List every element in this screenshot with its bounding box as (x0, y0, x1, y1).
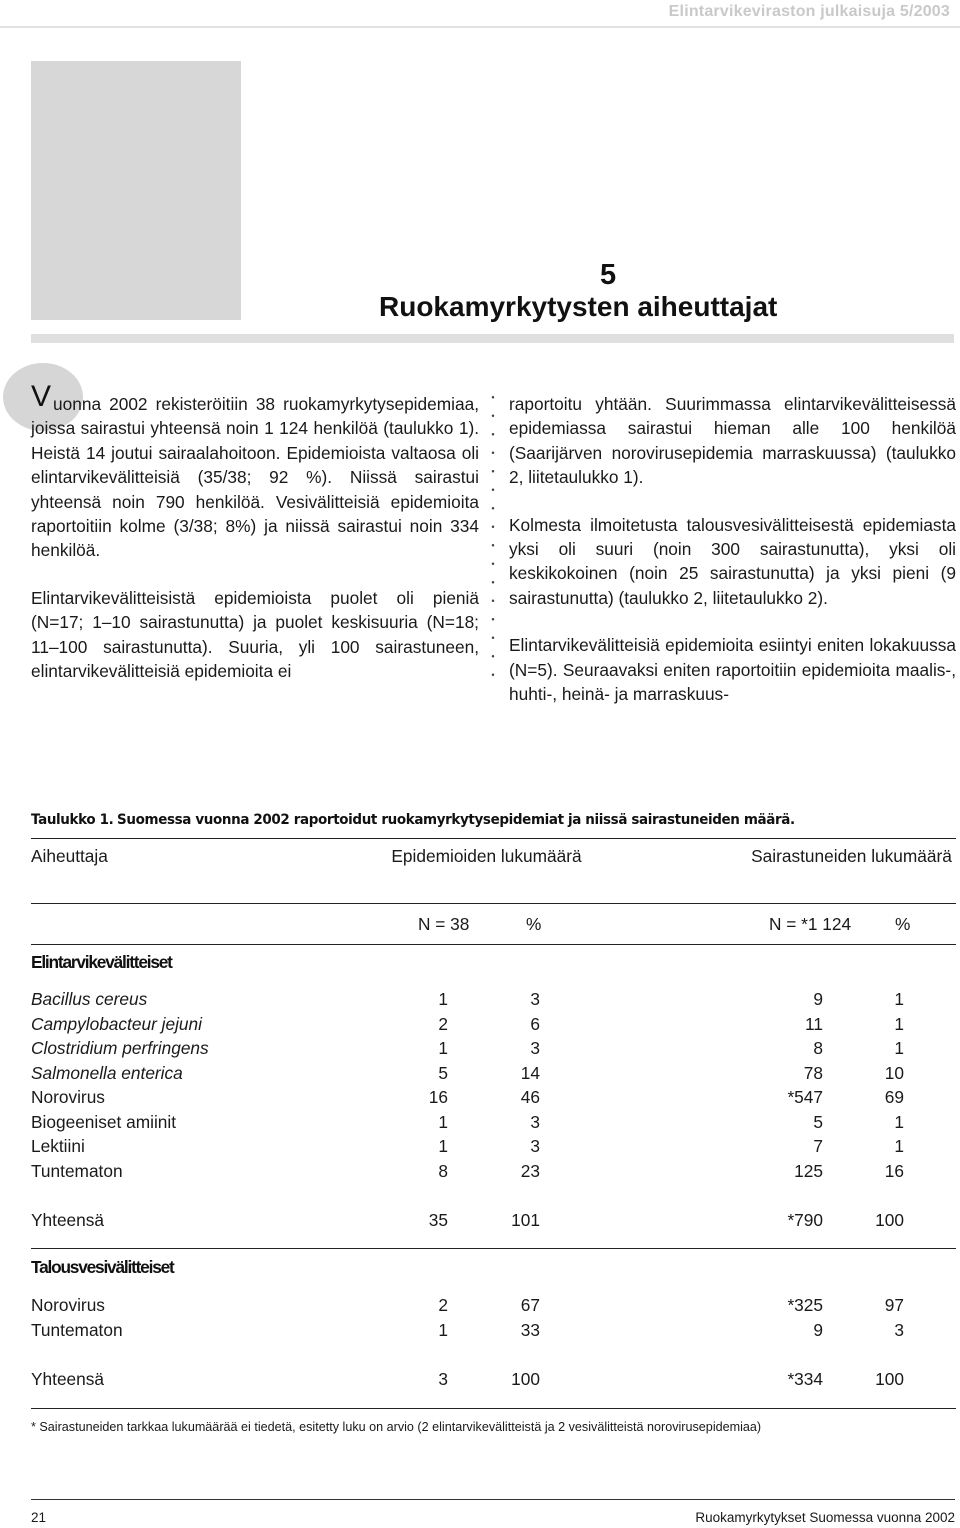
table-subheader-rule (31, 944, 956, 945)
row-epidemic-percent: 3 (530, 1111, 540, 1132)
table-row-total-water (0, 1367, 960, 1391)
table-header-rule (31, 903, 956, 904)
row-epidemic-percent: 14 (520, 1062, 540, 1083)
section-heading-food: Elintarvikevälitteiset (31, 952, 172, 972)
row-sick-count: 11 (805, 1013, 823, 1034)
row-label: Norovirus (31, 1295, 105, 1315)
row-epidemic-count: 1 (438, 989, 448, 1009)
table-caption (31, 812, 795, 828)
row-epidemic-percent: 3 (530, 989, 540, 1009)
row-epidemic-percent: 23 (520, 1160, 540, 1181)
row-sick-percent: 1 (894, 1038, 904, 1058)
row-epidemic-count: 3 (438, 1369, 448, 1389)
row-label: Yhteensä (31, 1369, 105, 1389)
row-sick-percent: 10 (884, 1062, 904, 1083)
row-epidemic-percent: 67 (520, 1295, 540, 1315)
row-epidemic-percent: 46 (520, 1087, 540, 1107)
footer-rule (31, 1499, 955, 1500)
row-sick-count: *325 (787, 1295, 823, 1315)
table-header-epidemics: Epidemioiden lukumäärä (391, 846, 582, 866)
row-sick-count: 125 (794, 1160, 823, 1181)
row-label: Salmonella enterica (31, 1062, 183, 1083)
table-caption-text: Suomessa vuonna 2002 raportoidut ruokamyrkytysepidemiat ja niissä sairastuneiden määrä. (117, 812, 795, 828)
chapter-title: Ruokamyrkytysten aiheuttajat (379, 291, 778, 322)
row-epidemic-percent: 6 (530, 1013, 540, 1034)
body-column-right (509, 392, 956, 729)
table-row-total-food (0, 1208, 960, 1232)
row-epidemic-count: 1 (438, 1111, 448, 1132)
row-label: Norovirus (31, 1087, 105, 1107)
row-sick-count: 5 (813, 1111, 823, 1132)
row-sick-count: 8 (813, 1038, 823, 1058)
table-row (0, 987, 960, 1011)
row-epidemic-count: 5 (438, 1062, 448, 1083)
table-row (0, 1110, 960, 1134)
row-epidemic-count: 1 (438, 1136, 448, 1156)
row-sick-count: 78 (803, 1062, 823, 1083)
body-column-left (31, 392, 479, 706)
table-caption-prefix: Taulukko 1. (31, 812, 114, 828)
row-epidemic-count: 35 (428, 1210, 448, 1230)
row-label: Campylobacteur jejuni (31, 1013, 202, 1034)
row-label: Clostridium perfringens (31, 1038, 209, 1058)
table-row (0, 1036, 960, 1060)
row-sick-percent: 69 (884, 1087, 904, 1107)
row-sick-percent: 100 (875, 1210, 904, 1230)
row-epidemic-count: 16 (428, 1087, 448, 1107)
column-divider-dots (491, 388, 495, 688)
row-label: Yhteensä (31, 1210, 105, 1230)
row-epidemic-percent: 101 (511, 1210, 540, 1230)
row-sick-percent: 1 (894, 1136, 904, 1156)
table-header-cause: Aiheuttaja (31, 846, 108, 866)
row-label: Bacillus cereus (31, 989, 148, 1009)
row-epidemic-count: 8 (438, 1160, 448, 1181)
row-sick-count: *334 (787, 1369, 823, 1389)
row-sick-count: *547 (787, 1087, 823, 1107)
row-epidemic-count: 1 (438, 1038, 448, 1058)
table-row (0, 1061, 960, 1085)
row-sick-count: 9 (813, 989, 823, 1009)
row-epidemic-percent: 33 (520, 1319, 540, 1340)
row-epidemic-count: 2 (438, 1013, 448, 1034)
row-sick-percent: 97 (884, 1295, 904, 1315)
dropcap-letter: V (31, 380, 52, 413)
row-epidemic-percent: 3 (530, 1038, 540, 1058)
decorative-gray-block (31, 61, 241, 320)
row-label: Tuntematon (31, 1160, 123, 1181)
row-sick-percent: 1 (894, 1111, 904, 1132)
row-epidemic-count: 2 (438, 1295, 448, 1315)
row-sick-count: *790 (787, 1210, 823, 1230)
table-row (0, 1318, 960, 1342)
subheader-pct-epidemics: % (526, 914, 542, 934)
subheader-n-epidemics: N = 38 (418, 914, 470, 934)
row-sick-percent: 1 (894, 989, 904, 1009)
paragraph: Elintarvikevälitteisistä epidemioista puolet oli pieniä (N=17; 1–10 sairastunutta) ja puolet keskisuuria (N=18; 11–100 sairastunutta). Suuria, yli 100 sairastuneen, elintarvikevälitteisiä epidemioita ei (31, 587, 479, 682)
paragraph: raportoitu yhtään. Suurimmassa elintarvikevälitteisessä epidemiassa sairastui hieman alle 100 henkilöä (Saarijärven norovirusepidemia marraskuussa) (taulukko 2, liitetaulukko 1). (509, 394, 956, 488)
header-rule (0, 26, 960, 28)
table-row (0, 1085, 960, 1109)
table-row (0, 1012, 960, 1036)
subheader-n-sick: N = *1 124 (769, 914, 852, 934)
subheader-pct-sick: % (895, 914, 911, 934)
row-label: Lektiini (31, 1136, 85, 1156)
table-header-sick: Sairastuneiden lukumäärä (751, 846, 952, 866)
section-heading-water: Talousvesivälitteiset (31, 1257, 174, 1277)
row-sick-percent: 3 (894, 1319, 904, 1340)
table-footnote: * Sairastuneiden tarkkaa lukumäärää ei tiedetä, esitetty luku on arvio (2 elintarvikevälitteistä ja 2 vesivälitteistä norovirusepidemiaa) (31, 1420, 762, 1434)
table-row (0, 1293, 960, 1317)
paragraph: Elintarvikevälitteisiä epidemioita esiintyi eniten lokakuussa (N=5). Seuraavaksi eniten raportoitiin epidemioita maalis-, huhti-, heinä- ja marraskuus- (509, 635, 956, 705)
paragraph: Kolmesta ilmoitetusta talousvesivälitteisestä epidemiasta yksi oli suuri (noin 300 sairastunutta), yksi oli keskikokoinen (noin 25 sairastunutta) ja yksi pieni (9 sairastunutta) (taulukko 2, liitetaulukko 2). (509, 514, 956, 608)
row-label: Tuntematon (31, 1319, 123, 1340)
paragraph: uonna 2002 rekisteröitiin 38 ruokamyrkytysepidemiaa, joissa sairastui yhteensä noin 1 124 henkilöä (taulukko 1). Heistä 14 joutui sairaalahoitoon. Epidemioista valtaosa oli elintarvikevälitteisiä (35/38; 92 %). Niissä sairastui yhteensä noin 790 henkilöä. Vesivälitteisiä epidemioita raportoitiin kolme (3/38; 8%) ja niissä sairastui noin 334 henkilöä. (31, 394, 479, 561)
row-sick-count: 9 (813, 1319, 823, 1340)
row-epidemic-percent: 3 (530, 1136, 540, 1156)
table-row (0, 1134, 960, 1158)
table-top-rule (31, 838, 956, 839)
row-label: Biogeeniset amiinit (31, 1111, 177, 1132)
food-total-rule (31, 1248, 956, 1249)
row-epidemic-count: 1 (438, 1319, 448, 1340)
table-bottom-rule (31, 1408, 956, 1409)
row-sick-percent: 1 (894, 1013, 904, 1034)
chapter-number: 5 (600, 259, 617, 291)
footer-title: Ruokamyrkytykset Suomessa vuonna 2002 (695, 1510, 955, 1525)
row-sick-count: 7 (813, 1136, 823, 1156)
table-row (0, 1159, 960, 1183)
row-sick-percent: 100 (875, 1369, 904, 1389)
row-epidemic-percent: 100 (511, 1369, 540, 1389)
chapter-rule (31, 334, 954, 343)
row-sick-percent: 16 (884, 1160, 904, 1181)
publication-header: Elintarvikeviraston julkaisuja 5/2003 (668, 3, 950, 20)
page-number: 21 (31, 1510, 47, 1525)
